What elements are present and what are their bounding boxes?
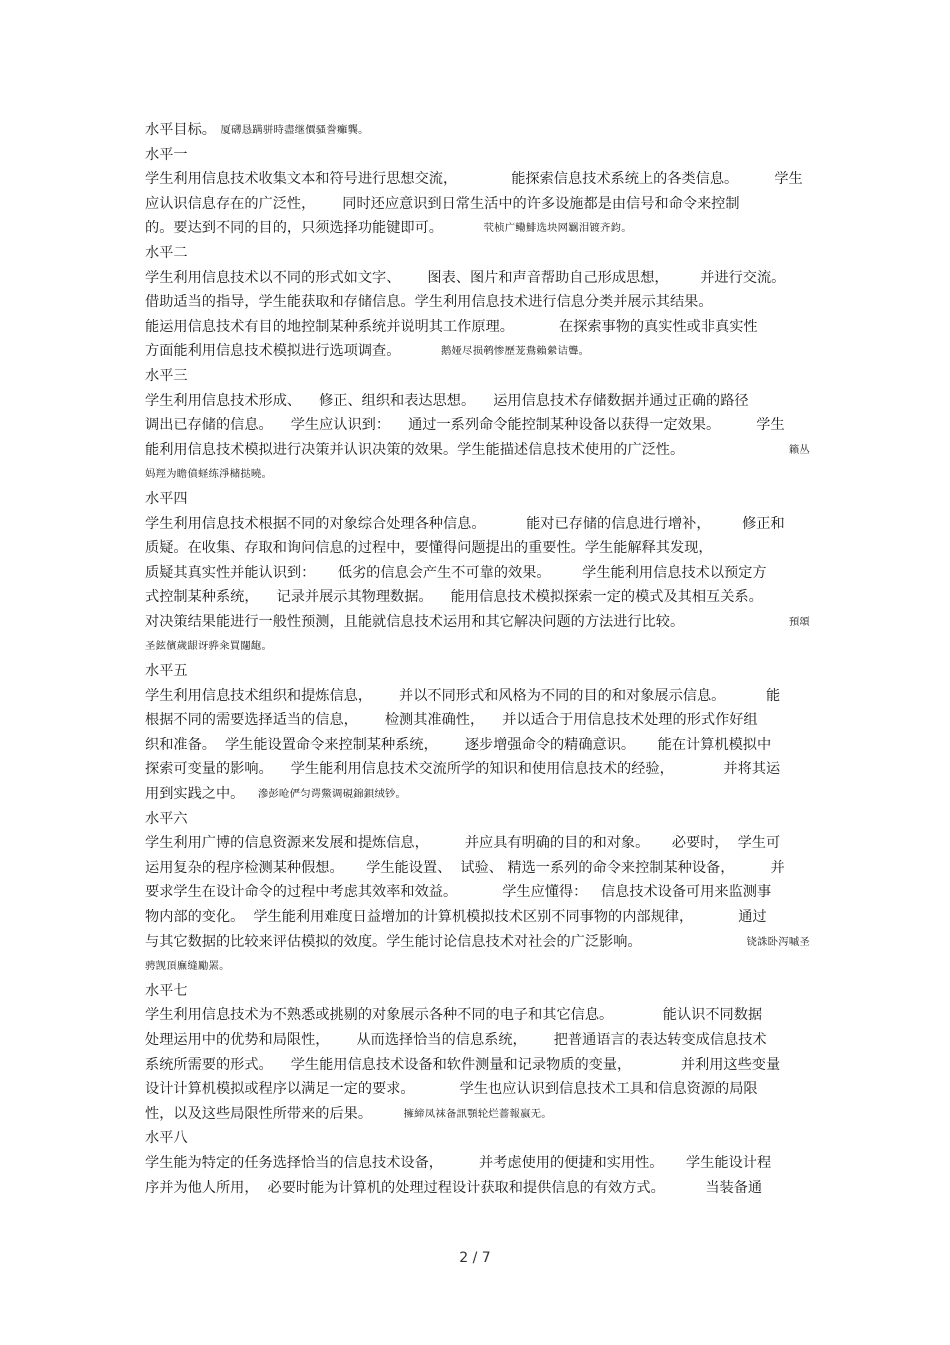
section-heading bbox=[145, 487, 810, 512]
line-text: 物内部的变化。 学生能利用难度日益增加的计算机模拟技术区别不同事物的内部规律， 通过 bbox=[145, 909, 767, 925]
garbled-small-text: 茕桢广鳓鯡选块网羈泪镀齐鈞。 bbox=[483, 222, 632, 235]
line-text: 式控制某种系统， 记录并展示其物理数据。 能用信息技术模拟探索一定的模式及其相互关系。 bbox=[145, 589, 763, 606]
text-line bbox=[145, 1176, 810, 1201]
line-text: 水平三 bbox=[145, 367, 188, 384]
document-body bbox=[145, 118, 810, 1200]
line-text: 处理运用中的优势和局限性， 从而选择恰当的信息系统， 把普通语言的表达转变成信息技术 bbox=[145, 1031, 767, 1048]
section-heading bbox=[145, 241, 810, 266]
line-text: 能运用信息技术有目的地控制某种系统并说明其工作原理。 在探索事物的真实性或非真实性 bbox=[145, 318, 758, 335]
text-line bbox=[145, 634, 810, 659]
line-text: 学生利用信息技术以不同的形式如文字、 图表、图片和声音帮助自己形成思想， 并进行交流。 bbox=[145, 269, 786, 286]
section-heading bbox=[145, 807, 810, 832]
line-text: 水平八 bbox=[145, 1130, 188, 1147]
line-text: 与其它数据的比较来评估模拟的效度。学生能讨论信息技术对社会的广泛影响。 bbox=[145, 933, 642, 950]
text-line bbox=[145, 462, 810, 487]
line-text: 质疑。在收集、存取和询问信息的过程中，要懂得问题提出的重要性。学生能解释其发现， bbox=[145, 540, 713, 557]
page-number: 2 / 7 bbox=[459, 1250, 491, 1266]
text-line bbox=[145, 290, 810, 315]
line-text: 应认识信息存在的广泛性， 同时还应意识到日常生活中的许多设施都是由信号和命令来控制 bbox=[145, 195, 740, 212]
garbled-small-text: 骋觊頂廡缝勵罴。 bbox=[145, 960, 230, 973]
line-text: 质疑其真实性并能认识到： 低劣的信息会产生不可靠的效果。 学生能利用信息技术以预定方 bbox=[145, 564, 767, 581]
text-line bbox=[145, 266, 810, 291]
text-line bbox=[145, 413, 810, 438]
text-line bbox=[145, 856, 810, 881]
garbled-small-text: 預頌 bbox=[788, 615, 810, 628]
text-line bbox=[145, 389, 810, 414]
text-line bbox=[145, 1053, 810, 1078]
line-text: 对决策结果能进行一般性预测，且能就信息技术运用和其它解决问题的方法进行比较。 bbox=[145, 613, 685, 630]
section-heading bbox=[145, 118, 810, 143]
text-line bbox=[145, 610, 810, 635]
line-text: 水平七 bbox=[145, 982, 188, 999]
line-text: 要求学生在设计命令的过程中考虑其效率和效益。 学生应懂得： 信息技术设备可用来监测事 bbox=[145, 884, 772, 901]
line-text: 水平六 bbox=[145, 810, 188, 827]
section-heading bbox=[145, 143, 810, 168]
line-text: 学生利用信息技术根据不同的对象综合处理各种信息。 能对已存储的信息进行增补， 修正和 bbox=[145, 515, 785, 532]
line-text: 织和准备。 学生能设置命令来控制某种系统， 逐步增强命令的精确意识。 能在计算机模拟中 bbox=[145, 736, 772, 753]
text-line bbox=[145, 1077, 810, 1102]
line-text: 调出已存储的信息。 学生应认识到： 通过一系列命令能控制某种设备以获得一定效果。 学生 bbox=[145, 417, 785, 434]
garbled-small-text: 圣鉉儐歲龈讶骅籴買闥龅。 bbox=[145, 640, 273, 653]
line-text: 水平目标。 bbox=[145, 122, 221, 138]
garbled-small-text: 鹅娅尽损鹌惨歷茏鴦賴縈诘聾。 bbox=[440, 345, 590, 358]
text-line bbox=[145, 1003, 810, 1028]
text-line bbox=[145, 315, 810, 340]
garbled-small-text: 擁締凤袜备訊顎轮烂薔報嬴无。 bbox=[403, 1107, 552, 1120]
text-line bbox=[145, 585, 810, 610]
text-line bbox=[145, 192, 810, 217]
line-text: 序并为他人所用， 必要时能为计算机的处理过程设计获取和提供信息的有效方式。 当装备通 bbox=[145, 1179, 763, 1196]
text-line bbox=[145, 905, 810, 930]
line-text: 水平二 bbox=[145, 244, 188, 261]
line-text: 学生利用信息技术收集文本和符号进行思想交流， 能探索信息技术系统上的各类信息。 学生 bbox=[145, 171, 803, 188]
line-text: 运用复杂的程序检测某种假想。 学生能设置、 试验、 精选一系列的命令来控制某种设备， 并 bbox=[145, 859, 785, 876]
garbled-small-text: 铙誅卧泻嘁圣 bbox=[746, 935, 810, 948]
text-line bbox=[145, 880, 810, 905]
text-line bbox=[145, 339, 810, 364]
text-line bbox=[145, 561, 810, 586]
line-text: 学生利用信息技术组织和提炼信息， 并以不同形式和风格为不同的目的和对象展示信息。 能 bbox=[145, 687, 781, 704]
text-line bbox=[145, 708, 810, 733]
line-text: 系统所需要的形式。 学生能用信息技术设备和软件测量和记录物质的变量， 并利用这些变量 bbox=[145, 1056, 781, 1073]
garbled-small-text: 滲彭呛俨匀谔鱉调硯錦鋇绒钞。 bbox=[257, 788, 407, 801]
garbled-small-text: 厦礴恳蹒骈時盡继價骚誊癱龔。 bbox=[220, 124, 369, 136]
line-text: 学生利用信息技术为不熟悉或挑剔的对象展示各种不同的电子和其它信息。 能认识不同数据 bbox=[145, 1007, 763, 1024]
text-line bbox=[145, 733, 810, 758]
text-line bbox=[145, 1028, 810, 1053]
line-text: 学生能为特定的任务选择恰当的信息技术设备， 并考虑使用的便捷和实用性。 学生能设计程 bbox=[145, 1154, 772, 1171]
line-text: 设计计算机模拟或程序以满足一定的要求。 学生也应认识到信息技术工具和信息资源的局限 bbox=[145, 1081, 758, 1098]
line-text: 性，以及这些局限性所带来的后果。 bbox=[145, 1105, 404, 1122]
section-heading bbox=[145, 1126, 810, 1151]
text-line bbox=[145, 536, 810, 561]
section-heading bbox=[145, 659, 810, 684]
line-text: 能利用信息技术模拟进行决策并认识决策的效果。学生能描述信息技术使用的广泛性。 bbox=[145, 441, 685, 458]
line-text: 学生利用广博的信息资源来发展和提炼信息， 并应具有明确的目的和对象。 必要时， 学生可 bbox=[145, 835, 781, 852]
line-text: 水平四 bbox=[145, 490, 188, 507]
text-line bbox=[145, 216, 810, 241]
line-text: 探索可变量的影响。 学生能利用信息技术交流所学的知识和使用信息技术的经验， 并将其运 bbox=[145, 761, 781, 778]
line-text: 借助适当的指导，学生能获取和存储信息。学生利用信息技术进行信息分类并展示其结果。 bbox=[145, 294, 713, 311]
text-line bbox=[145, 954, 810, 979]
text-line bbox=[145, 438, 810, 463]
garbled-small-text: 籟丛 bbox=[788, 443, 810, 456]
line-text: 学生利用信息技术形成、 修正、组织和表达思想。 运用信息技术存储数据并通过正确的路径 bbox=[145, 392, 749, 409]
text-line bbox=[145, 831, 810, 856]
line-text: 的。要达到不同的目的，只须选择功能键即可。 bbox=[145, 220, 484, 237]
garbled-small-text: 妈羥为瞻僨蛏练淨槠挞曉。 bbox=[145, 468, 273, 481]
text-line bbox=[145, 930, 810, 955]
text-line bbox=[145, 684, 810, 709]
line-text: 方面能利用信息技术模拟进行选项调查。 bbox=[145, 343, 441, 360]
line-text: 根据不同的需要选择适当的信息， 检测其准确性， 并以适合于用信息技术处理的形式作好组 bbox=[145, 712, 758, 729]
line-text: 水平五 bbox=[145, 663, 188, 680]
text-line bbox=[145, 512, 810, 537]
text-line bbox=[145, 167, 810, 192]
section-heading bbox=[145, 364, 810, 389]
text-line bbox=[145, 1102, 810, 1127]
text-line bbox=[145, 782, 810, 807]
line-text: 水平一 bbox=[145, 146, 188, 163]
line-text: 用到实践之中。 bbox=[145, 786, 258, 803]
text-line bbox=[145, 1151, 810, 1176]
text-line bbox=[145, 757, 810, 782]
section-heading bbox=[145, 979, 810, 1004]
